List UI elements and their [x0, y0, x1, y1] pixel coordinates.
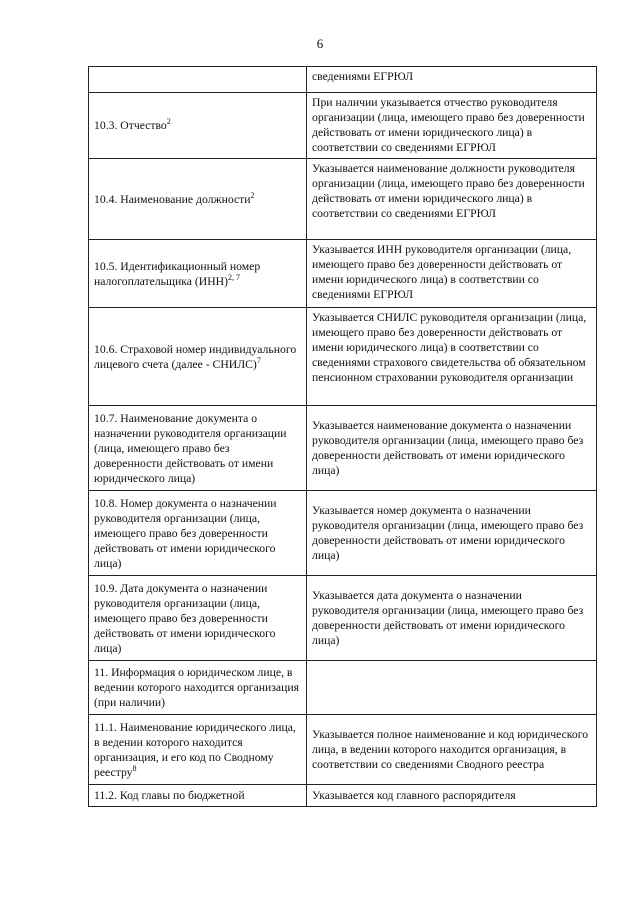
- field-name-cell: 11.1. Наименование юридического лица, в ведении которого находится организация, и его код по Сводному реестру$^8$: [89, 715, 307, 785]
- field-description-cell: Указывается полное наименование и код юридического лица, в ведении которого находится организация, в соответствии со сведениями Сводного реестра: [307, 715, 597, 785]
- table-row: [89, 785, 597, 807]
- table-row: [89, 308, 597, 406]
- table-row: [89, 67, 597, 93]
- table-row: [89, 240, 597, 308]
- field-name-cell: [89, 67, 307, 93]
- field-description-cell: Указывается наименование должности руководителя организации (лица, имеющего право без доверенности действовать от имени юридического лица) в соответствии со сведениями ЕГРЮЛ: [307, 159, 597, 240]
- table-row: [89, 715, 597, 785]
- field-description-cell: [307, 661, 597, 715]
- table-row: [89, 93, 597, 159]
- table-row: [89, 491, 597, 576]
- page-number: 6: [316, 36, 324, 51]
- field-name-cell: 11. Информация о юридическом лице, в ведении которого находится организация (при наличии): [89, 661, 307, 715]
- field-name-cell: 10.6. Страховой номер индивидуального лицевого счета (далее - СНИЛС)$^7$: [89, 308, 307, 406]
- field-description-cell: Указывается наименование документа о назначении руководителя организации (лица, имеющего право без доверенности действовать от имени юридического лица): [307, 406, 597, 491]
- field-name-cell: 10.9. Дата документа о назначении руководителя организации (лица, имеющего право без доверенности действовать от имени юридического лица): [89, 576, 307, 661]
- field-name-cell: 10.7. Наименование документа о назначении руководителя организации (лица, имеющего право без доверенности действовать от имени юридического лица): [89, 406, 307, 491]
- field-description-cell: Указывается номер документа о назначении руководителя организации (лица, имеющего право без доверенности действовать от имени юридического лица): [307, 491, 597, 576]
- field-description-cell: Указывается СНИЛС руководителя организации (лица, имеющего право без доверенности действовать от имени юридического лица) в соответствии со сведениями страхового свидетельства об обязательном пенсионном страховании руководителя организации: [307, 308, 597, 406]
- field-description-cell: сведениями ЕГРЮЛ: [307, 67, 597, 93]
- field-description-cell: При наличии указывается отчество руководителя организации (лица, имеющего право без доверенности действовать от имени юридического лица) в соответствии со сведениями ЕГРЮЛ: [307, 93, 597, 159]
- field-description-cell: Указывается код главного распорядителя: [307, 785, 597, 807]
- table-row: [89, 406, 597, 491]
- field-name-cell: 10.4. Наименование должности$^2$: [89, 159, 307, 240]
- table-row: [89, 661, 597, 715]
- field-name-cell: 10.8. Номер документа о назначении руководителя организации (лица, имеющего право без доверенности действовать от имени юридического лица): [89, 491, 307, 576]
- field-description-cell: Указывается дата документа о назначении руководителя организации (лица, имеющего право без доверенности действовать от имени юридического лица): [307, 576, 597, 661]
- requirements-table: [88, 66, 597, 807]
- table-row: [89, 159, 597, 240]
- field-description-cell: Указывается ИНН руководителя организации (лица, имеющего право без доверенности действовать от имени юридического лица) в соответствии со сведениями ЕГРЮЛ: [307, 240, 597, 308]
- table-row: [89, 576, 597, 661]
- field-name-cell: 10.3. Отчество$^2$: [89, 93, 307, 159]
- field-name-cell: 11.2. Код главы по бюджетной: [89, 785, 307, 807]
- field-name-cell: 10.5. Идентификационный номер налогоплательщика (ИНН)$^{2, 7}$: [89, 240, 307, 308]
